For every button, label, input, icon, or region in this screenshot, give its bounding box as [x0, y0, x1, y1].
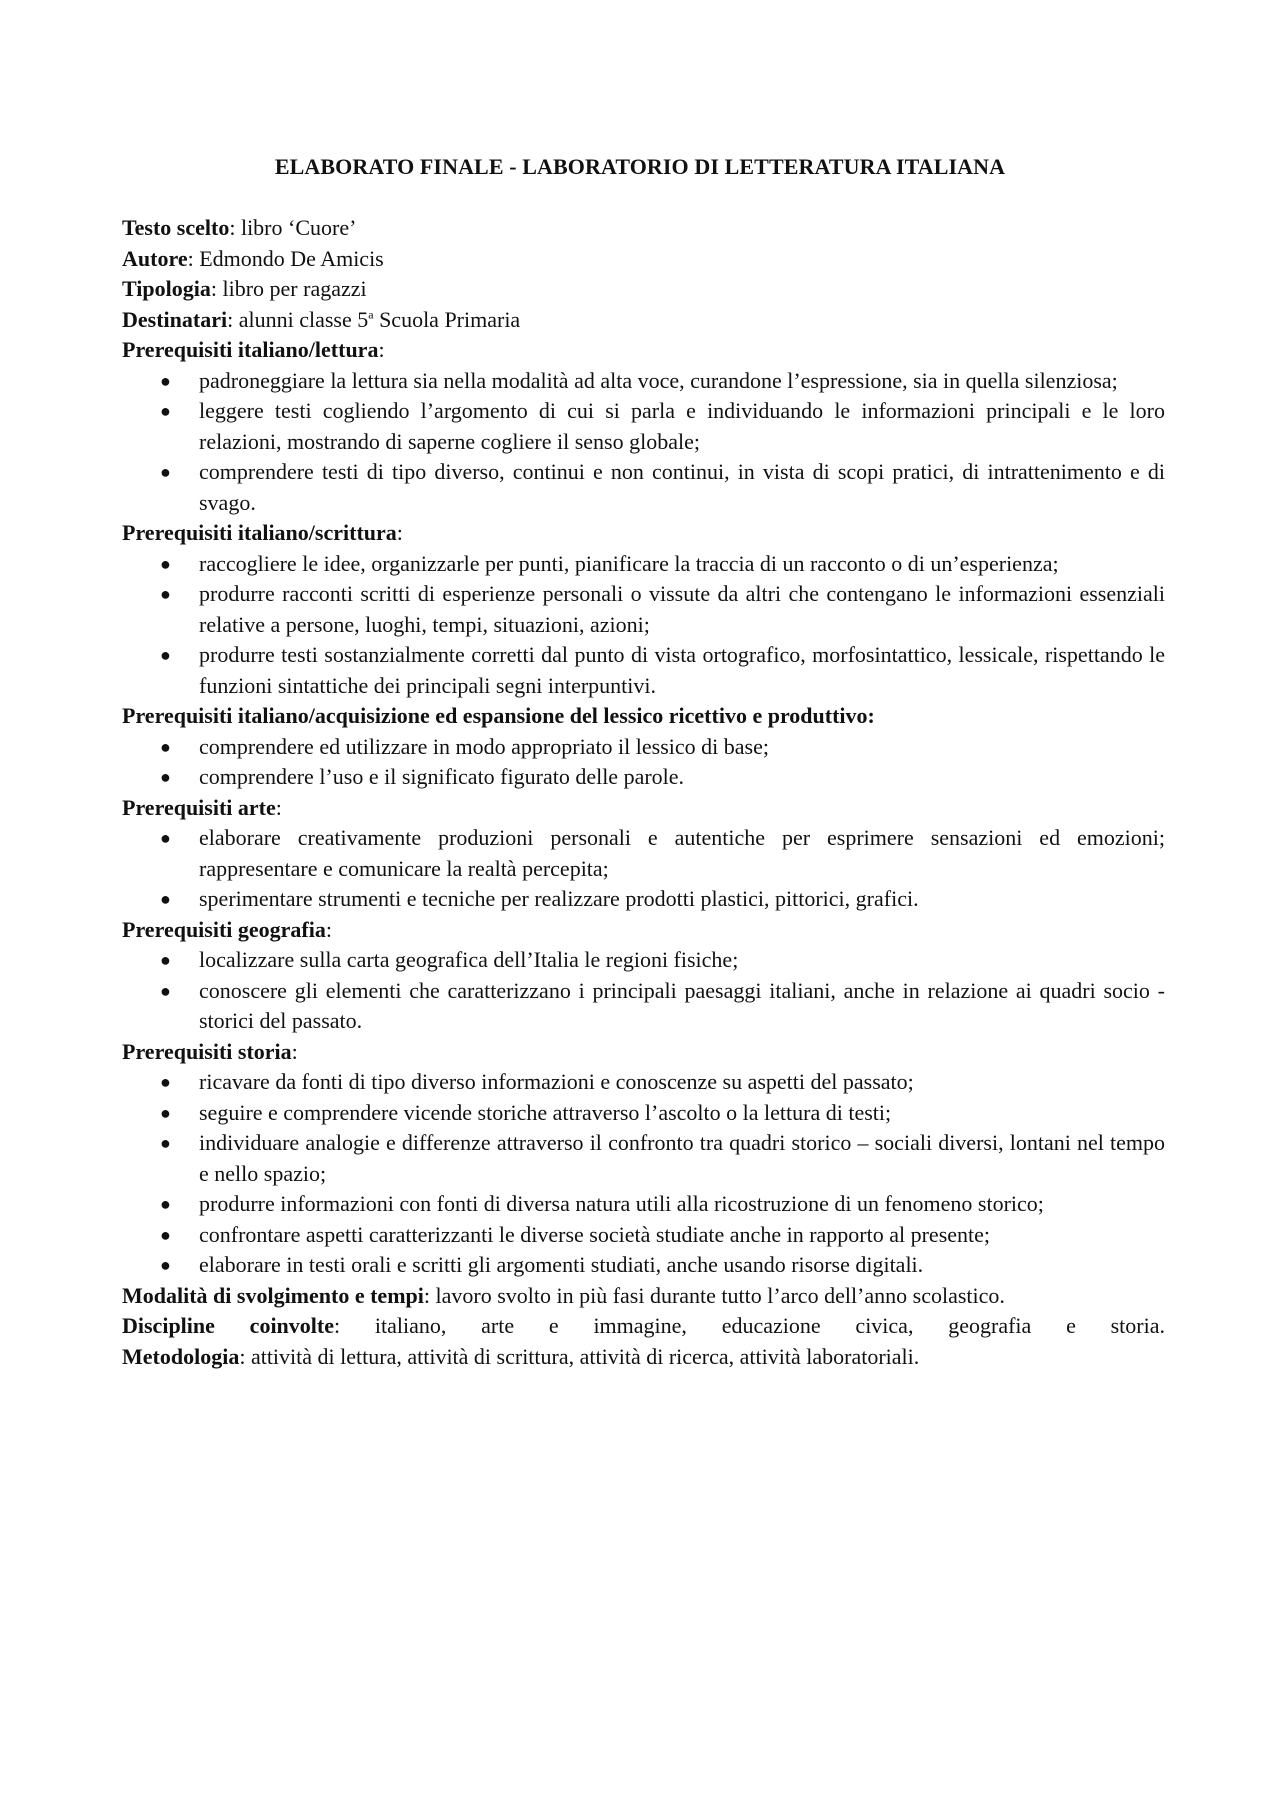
bullet-icon: ● — [160, 1224, 171, 1245]
testo-line — [122, 213, 1165, 244]
list-item — [122, 1067, 1165, 1098]
bullet-icon: ● — [160, 462, 171, 482]
bullet-icon: ● — [160, 584, 171, 604]
autore-label: Autore — [122, 245, 188, 271]
arte-list — [122, 823, 1165, 915]
list-item-text: seguire e comprendere vicende storiche attraverso l’ascolto o la lettura di testi; — [199, 1099, 892, 1125]
list-item-text: produrre informazioni con fonti di diversa natura utili alla ricostruzione di un fenomeno storico; — [199, 1191, 1044, 1216]
bullet-icon: ● — [160, 736, 171, 757]
discipline-value: : italiano, arte e immagine, educazione civica, geografia e storia. — [334, 1313, 1165, 1338]
bullet-icon: ● — [160, 645, 171, 665]
list-item — [122, 457, 1165, 518]
bullet-icon: ● — [160, 401, 171, 421]
section-suffix: : — [378, 337, 385, 362]
list-item-text: conoscere gli elementi che caratterizzano i principali paesaggi italiani, anche in relazione ai quadri socio - storici del passato. — [199, 977, 1165, 1033]
list-item-text: individuare analogie e differenze attraverso il confronto tra quadri storico – sociali diversi, lontani nel tempo e nello spazio; — [199, 1130, 1165, 1186]
list-item-text: leggere testi cogliendo l’argomento di cui si parla e individuando le informazioni principali e le loro relazioni, mostrando di saperne cogliere il senso globale; — [199, 398, 1165, 454]
discipline-label: Discipline coinvolte — [122, 1313, 334, 1338]
section-label: Prerequisiti arte — [122, 794, 276, 820]
scrittura-list — [122, 549, 1165, 702]
section-label: Prerequisiti geografia — [122, 916, 326, 942]
bullet-icon: ● — [160, 1194, 171, 1214]
list-item — [122, 1128, 1165, 1189]
document-body — [122, 213, 1165, 1372]
section-heading-lessico — [122, 701, 1165, 732]
list-item — [122, 549, 1165, 580]
lessico-list — [122, 732, 1165, 793]
list-item-text: ricavare da fonti di tipo diverso informazioni e conoscenze su aspetti del passato; — [199, 1069, 914, 1094]
list-item-text: produrre racconti scritti di esperienze personali o vissute da altri che contengano le informazioni essenziali relative a persone, luoghi, tempi, situazioni, azioni; — [199, 581, 1165, 637]
list-item-text: produrre testi sostanzialmente corretti dal punto di vista ortografico, morfosintattico, lessicale, rispettando le funzioni sintattiche dei principali segni interpuntivi. — [199, 642, 1165, 698]
bullet-icon: ● — [160, 370, 171, 391]
list-item — [122, 1098, 1165, 1129]
testo-value: : libro ‘Cuore’ — [229, 215, 357, 240]
section-suffix: : — [275, 794, 282, 820]
modalita-value: : lavoro svolto in più fasi durante tutto l’arco dell’anno scolastico. — [423, 1282, 1005, 1308]
list-item-text: raccogliere le idee, organizzarle per punti, pianificare la traccia di un racconto o di un’esperienza; — [199, 550, 1059, 576]
list-item — [122, 396, 1165, 457]
list-item — [122, 823, 1165, 884]
section-heading-arte — [122, 793, 1165, 824]
list-item — [122, 884, 1165, 915]
section-suffix: : — [291, 1038, 298, 1064]
list-item — [122, 1220, 1165, 1251]
list-item — [122, 762, 1165, 793]
destinatari-superscript: a — [368, 307, 374, 322]
section-label: Prerequisiti italiano/lettura — [122, 337, 379, 362]
geografia-list — [122, 945, 1165, 1037]
list-item-text: comprendere ed utilizzare in modo appropriato il lessico di base; — [199, 733, 769, 759]
destinatari-value-post: Scuola Primaria — [373, 306, 521, 332]
storia-list — [122, 1067, 1165, 1281]
list-item-text: sperimentare strumenti e tecniche per realizzare prodotti plastici, pittorici, grafici. — [199, 886, 919, 911]
metodologia-value: : attività di lettura, attività di scrittura, attività di ricerca, attività laboratoriali. — [239, 1343, 920, 1369]
bullet-icon: ● — [160, 889, 171, 909]
list-item-text: confrontare aspetti caratterizzanti le diverse società studiate anche in rapporto al presente; — [199, 1221, 991, 1247]
autore-line — [122, 244, 1165, 275]
destinatari-line — [122, 305, 1165, 336]
list-item-text: elaborare in testi orali e scritti gli argomenti studiati, anche usando risorse digitali. — [199, 1252, 924, 1277]
section-label: Prerequisiti storia — [122, 1038, 292, 1064]
tipologia-value: : libro per ragazzi — [210, 276, 367, 301]
list-item-text: elaborare creativamente produzioni personali e autentiche per esprimere sensazioni ed emozioni; rappresentare e comunicare la realtà percepita; — [199, 825, 1165, 881]
list-item — [122, 732, 1165, 763]
discipline-line — [122, 1311, 1165, 1342]
bullet-icon: ● — [160, 767, 171, 787]
section-suffix: : — [325, 916, 332, 942]
section-label: Prerequisiti italiano/scrittura — [122, 520, 397, 545]
modalita-label: Modalità di svolgimento e tempi — [122, 1282, 424, 1308]
tipologia-line — [122, 274, 1165, 305]
list-item-text: localizzare sulla carta geografica dell’Italia le regioni fisiche; — [199, 947, 739, 972]
tipologia-label: Tipologia — [122, 276, 211, 301]
metodologia-label: Metodologia — [122, 1343, 240, 1369]
metodologia-line — [122, 1342, 1165, 1373]
section-heading-geografia — [122, 915, 1165, 946]
list-item — [122, 945, 1165, 976]
autore-value: : Edmondo De Amicis — [187, 245, 384, 271]
list-item — [122, 1250, 1165, 1281]
list-item — [122, 1189, 1165, 1220]
section-label: Prerequisiti italiano/acquisizione ed espansione del lessico ricettivo e produttivo: — [122, 703, 875, 728]
bullet-icon: ● — [160, 828, 171, 848]
list-item — [122, 640, 1165, 701]
destinatari-label: Destinatari — [122, 306, 228, 332]
testo-label: Testo scelto — [122, 215, 230, 240]
bullet-icon: ● — [160, 980, 171, 1001]
document-title: ELABORATO FINALE - LABORATORIO DI LETTERATURA ITALIANA — [274, 154, 1006, 179]
bullet-icon: ● — [160, 1255, 171, 1275]
lettura-list — [122, 366, 1165, 519]
list-item-text: comprendere l’uso e il significato figurato delle parole. — [199, 764, 685, 789]
bullet-icon: ● — [160, 553, 171, 574]
bullet-icon: ● — [160, 1072, 171, 1092]
section-heading-lettura — [122, 335, 1165, 366]
bullet-icon: ● — [160, 950, 171, 970]
modalita-line — [122, 1281, 1165, 1312]
list-item — [122, 579, 1165, 640]
section-suffix: : — [396, 520, 403, 545]
section-heading-scrittura — [122, 518, 1165, 549]
bullet-icon: ● — [160, 1102, 171, 1123]
list-item-text: comprendere testi di tipo diverso, continui e non continui, in vista di scopi pratici, di intrattenimento e di svago. — [199, 459, 1165, 515]
section-heading-storia — [122, 1037, 1165, 1068]
bullet-icon: ● — [160, 1133, 171, 1153]
list-item — [122, 366, 1165, 397]
list-item-text: padroneggiare la lettura sia nella modalità ad alta voce, curandone l’espressione, sia in quella silenziosa; — [199, 367, 1118, 393]
list-item — [122, 976, 1165, 1037]
destinatari-value-pre: : alunni classe 5 — [227, 306, 369, 332]
